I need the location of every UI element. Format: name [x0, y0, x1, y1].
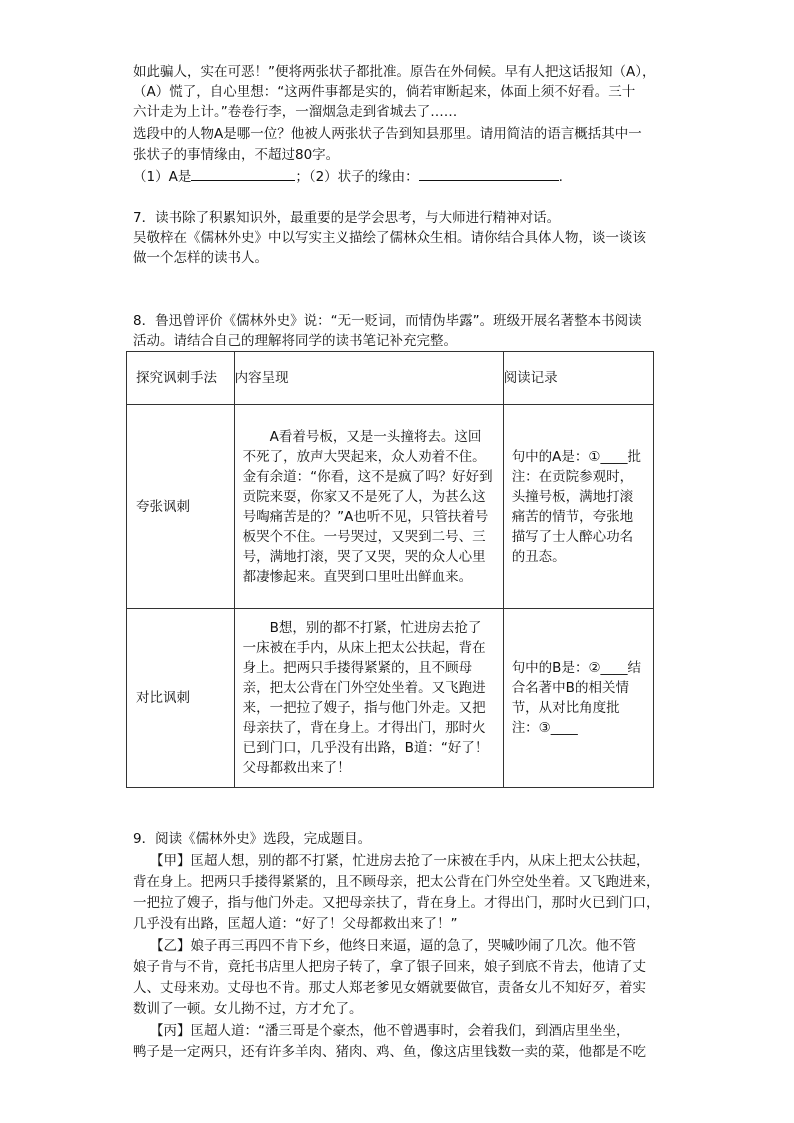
passage-yi-line: 娘子肯与不肯，竟托书店里人把房子转了，拿了银子回来，娘子到底不肯去，他请了丈: [133, 959, 646, 975]
content-text: B想，别的都不打紧，忙进房去抢了一床被在手内，从床上把太公扶起，背在身上。把两只手搂得紧紧的，且不顾母亲，把太公背在门外空处坐着。又飞跑进来，一把拉了嫂子，指与他门外走。又把母亲扶了，背在身上。才得出门，那时火已到门口，几乎没有出路，B道：“好了！父母都救出来了！: [242, 620, 489, 776]
content-cell: [234, 405, 503, 609]
question-6-answer-line: [133, 166, 663, 187]
question-8-text: 8．鲁迅曾评价《儒林外史》说：“无一贬词，而情伪毕露”。班级开展名著整本书阅读: [133, 313, 642, 329]
passage-jia-line: 【甲】匡超人想，别的都不打紧，忙进房去抢了一床被在手内，从床上把太公扶起，: [150, 853, 650, 869]
answer-b-label: （2）状子的缘由：: [308, 169, 419, 185]
content-text: A看着号板，又是一头撞将去。这回不死了，放声大哭起来，众人劝着不住。金有余道：“你看，这不是疯了吗？好好到贡院来耍，你家又不是死了人，为甚么这号啕痛苦是的？”A也听不见，只管扶着号板哭个不住。一号哭过，又哭到二号、三号，满地打滚，哭了又哭，哭的众人心里都凄惨起来。直哭到口里吐出鲜血来。: [242, 428, 493, 585]
passage-yi-line: 数训了一顿。女儿拗不过，方才允了。: [133, 1001, 363, 1017]
content-cell: [234, 609, 503, 788]
answer-a-blank[interactable]: [191, 166, 295, 181]
question-7-text: 做一个怎样的读书人。: [133, 250, 268, 266]
passage-line: 如此骗人，实在可恶！”便将两张状子都批准。原告在外伺候。早有人把这话报知（A），: [133, 64, 656, 80]
record-cell[interactable]: [503, 405, 653, 609]
question-9-title: 9．阅读《儒林外史》选段，完成题目。: [133, 831, 372, 847]
table-row: [127, 609, 654, 788]
question-8-text: 活动。请结合自己的理解将同学的读书笔记补充完整。: [133, 333, 457, 349]
passage-bing-line: 鸭子是一定两只，还有许多羊肉、猪肉、鸡、鱼，像这店里钱数一卖的菜，他都是不吃: [133, 1044, 646, 1060]
passage-line: （A）慌了，自心里想：“这两件事都是实的，倘若审断起来，体面上须不好看。三十: [133, 84, 636, 100]
passage-jia-line: 几乎没有出路，匡超人道：“好了！父母都救出来了！”: [133, 916, 458, 932]
question-7-text: 吴敬梓在《儒林外史》中以写实主义描绘了儒林众生相。请你结合具体人物，谈一谈该: [133, 230, 646, 246]
answer-a-label: （1）A是: [133, 169, 192, 185]
table-header-cell: 阅读记录: [503, 352, 653, 405]
table-header-cell: 内容呈现: [234, 352, 503, 405]
record-text: 句中的A是：①____批注：在贡院参观时，头撞号板，满地打滚痛苦的情节，夸张地描写了士人醉心功名的丑态。: [511, 448, 642, 565]
question-6-text: 张状子的事情缘由，不超过80字。: [133, 147, 340, 163]
passage-jia-line: 背在身上。把两只手搂得紧紧的，且不顾母亲，把太公背在门外空处坐着。又飞跑进来，: [133, 874, 660, 890]
method-cell: 夸张讽刺: [127, 405, 235, 609]
answer-end: .: [558, 169, 563, 185]
table-header-cell: 探究讽刺手法: [127, 352, 235, 405]
passage-bing-line: 【丙】匡超人道：“潘三哥是个豪杰，他不曾遇事时，会着我们，到酒店里坐坐，: [150, 1023, 630, 1039]
question-7-text: 7．读书除了积累知识外，最重要的是学会思考，与大师进行精神对话。: [133, 210, 561, 226]
passage-yi-line: 人、丈母来劝。丈母也不肯。那丈人郑老爹见女婿就要做官，责备女儿不知好歹，着实: [133, 980, 646, 996]
record-text: 句中的B是：②____结合名著中B的相关情节，从对比角度批注：③____: [511, 660, 642, 736]
passage-yi-line: 【乙】娘子再三再四不肯下乡，他终日来逼，逼的急了，哭喊吵闹了几次。他不管: [150, 938, 636, 954]
table-row: [127, 405, 654, 609]
record-cell[interactable]: [503, 609, 653, 788]
answer-separator: ；: [295, 169, 309, 185]
passage-line: 六计走为上计。”卷卷行李，一溜烟急走到省城去了……: [133, 104, 458, 120]
table-header-row: [127, 352, 654, 405]
answer-b-blank[interactable]: [419, 166, 559, 181]
method-cell: 对比讽刺: [127, 609, 235, 788]
reading-notes-table: [126, 351, 654, 788]
question-6-text: 选段中的人物A是哪一位？他被人两张状子告到知县那里。请用简洁的语言概括其中一: [133, 126, 642, 142]
passage-jia-line: 一把拉了嫂子，指与他门外走。又把母亲扶了，背在身上。才得出门，那时火已到门口，: [133, 895, 660, 911]
